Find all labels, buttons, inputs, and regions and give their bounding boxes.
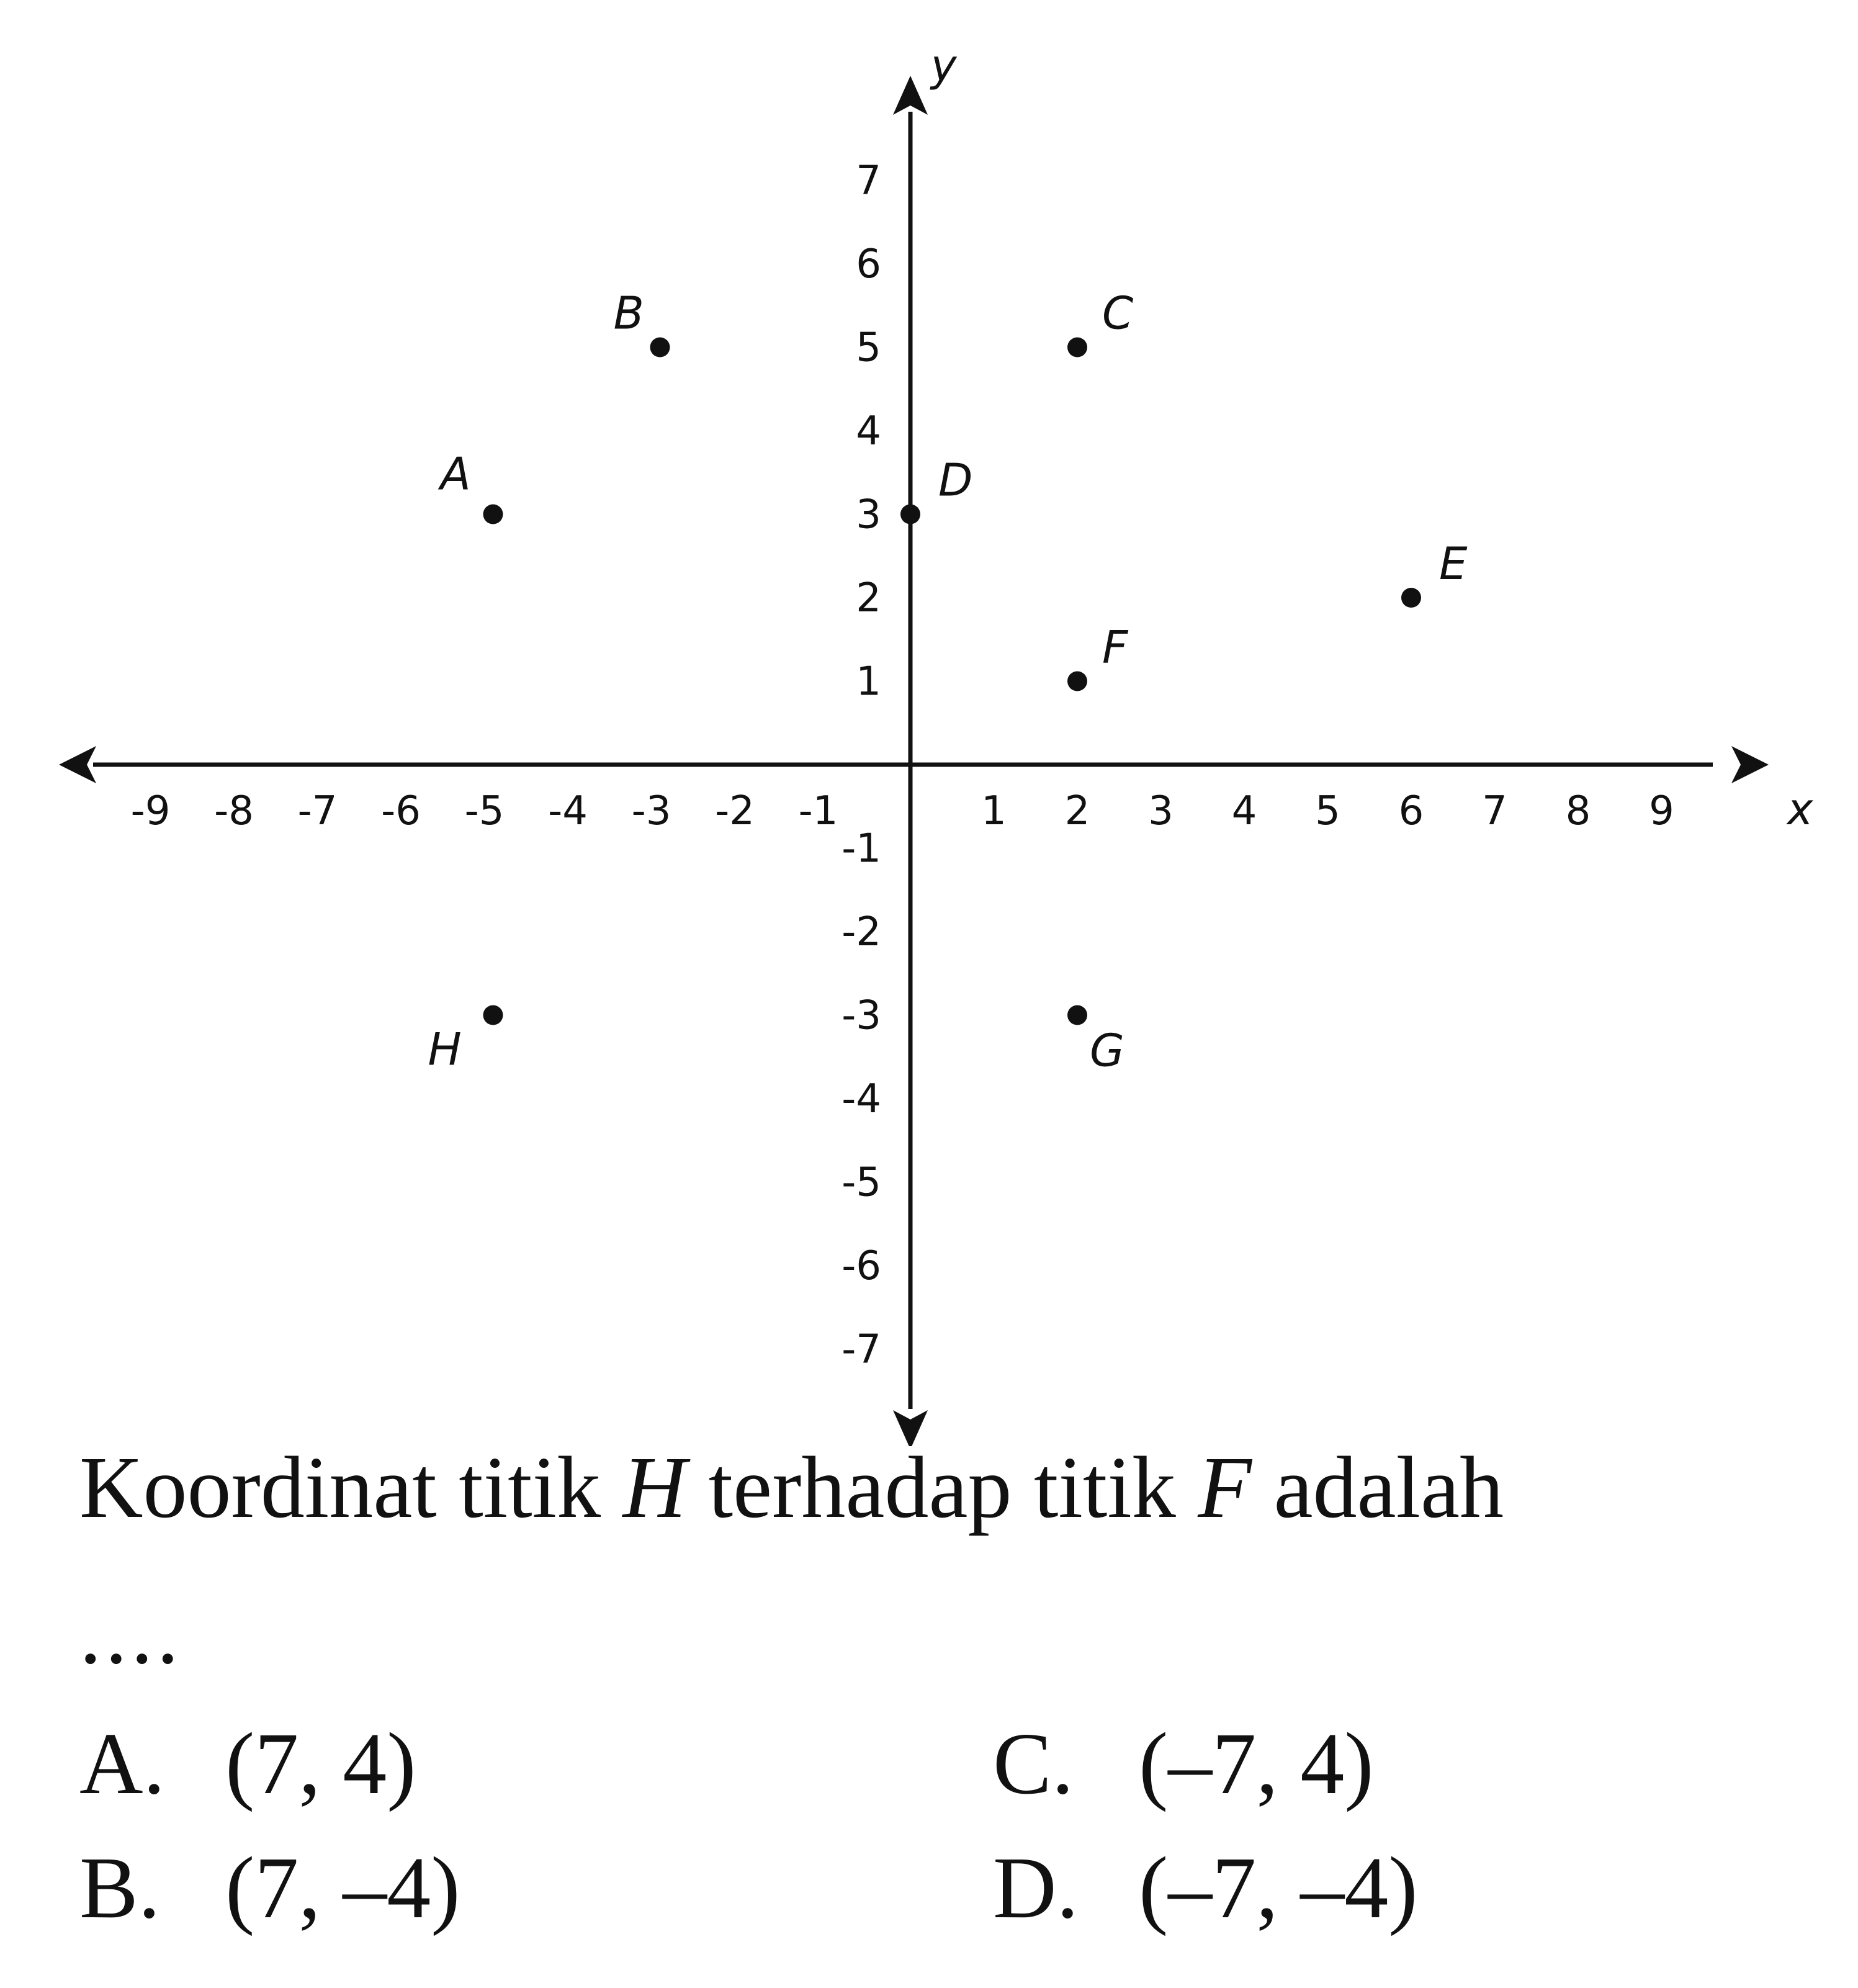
x-tick-label: -5 (464, 788, 505, 834)
y-tick-label: 7 (856, 158, 881, 204)
point-g (1067, 1005, 1087, 1025)
point-label-c: C (1102, 287, 1134, 340)
x-tick-label: 5 (1315, 788, 1340, 834)
y-tick-label: -6 (841, 1243, 881, 1289)
option-c-letter: C. (993, 1714, 1074, 1812)
y-tick-label: -2 (841, 909, 881, 955)
point-b (650, 338, 670, 358)
question-text (79, 1438, 1792, 1536)
x-tick-label: 7 (1482, 788, 1507, 834)
x-axis-label: x (1787, 784, 1813, 835)
x-tick-label: 1 (981, 788, 1007, 834)
point-d (900, 505, 920, 524)
point-h (483, 1005, 503, 1025)
option-c-text: (–7, 4) (1139, 1714, 1374, 1812)
x-tick-label: 2 (1064, 788, 1090, 834)
x-tick-label: 6 (1398, 788, 1424, 834)
y-tick-label: -1 (841, 825, 881, 872)
point-label-h: H (428, 1023, 462, 1076)
point-f (1067, 672, 1087, 691)
y-tick-label: -5 (841, 1159, 881, 1206)
y-tick-label: 3 (856, 492, 881, 538)
x-axis-left-arrow (59, 746, 96, 783)
y-tick-label: 2 (856, 575, 881, 621)
option-a-text: (7, 4) (225, 1714, 416, 1812)
option-d-text: (–7, –4) (1139, 1838, 1418, 1936)
question-var-h: H (622, 1438, 687, 1536)
x-tick-label: -8 (214, 788, 254, 834)
point-e (1401, 588, 1421, 608)
x-tick-label: -1 (798, 788, 838, 834)
question-part-3: adalah (1252, 1438, 1504, 1536)
point-label-g: G (1090, 1024, 1124, 1077)
x-tick-label: 9 (1649, 788, 1674, 834)
y-axis-up-arrow (893, 76, 928, 115)
y-tick-label: 1 (856, 659, 881, 705)
x-tick-label: -6 (381, 788, 421, 834)
x-tick-label: -3 (631, 788, 671, 834)
option-c[interactable] (993, 1714, 1374, 1812)
y-axis-label: y (931, 40, 957, 91)
x-tick-label: 3 (1148, 788, 1174, 834)
y-tick-label: 5 (856, 325, 881, 371)
option-a[interactable] (79, 1714, 416, 1812)
x-tick-label: 8 (1565, 788, 1591, 834)
y-tick-label: -3 (841, 992, 881, 1039)
point-label-a: A (440, 448, 471, 500)
x-tick-label: -2 (715, 788, 755, 834)
point-label-b: B (613, 287, 644, 340)
x-tick-labels (131, 788, 1674, 834)
question-ellipsis: .... (79, 1584, 182, 1682)
question-part-1: Koordinat titik (79, 1438, 623, 1536)
axes (59, 76, 1769, 1446)
point-label-e: E (1439, 537, 1468, 590)
y-tick-label: -7 (841, 1326, 881, 1373)
x-tick-label: 4 (1231, 788, 1257, 834)
x-tick-label: -7 (297, 788, 338, 834)
x-axis-right-arrow (1731, 746, 1769, 783)
point-a (483, 505, 503, 524)
question-part-2: terhadap titik (686, 1438, 1198, 1536)
option-d-letter: D. (993, 1838, 1079, 1936)
option-b[interactable] (79, 1838, 460, 1936)
question-var-f: F (1198, 1438, 1252, 1536)
data-points (428, 287, 1468, 1077)
point-label-f: F (1102, 621, 1128, 673)
y-tick-label: -4 (841, 1076, 881, 1122)
option-b-letter: B. (79, 1838, 161, 1936)
y-tick-label: 6 (856, 241, 881, 287)
y-tick-label: 4 (856, 408, 881, 454)
point-label-d: D (938, 454, 973, 506)
x-tick-label: -9 (130, 788, 171, 834)
option-d[interactable] (993, 1838, 1418, 1936)
option-b-text: (7, –4) (225, 1838, 460, 1936)
point-c (1067, 338, 1087, 358)
x-tick-label: -4 (548, 788, 588, 834)
option-a-letter: A. (79, 1714, 166, 1812)
